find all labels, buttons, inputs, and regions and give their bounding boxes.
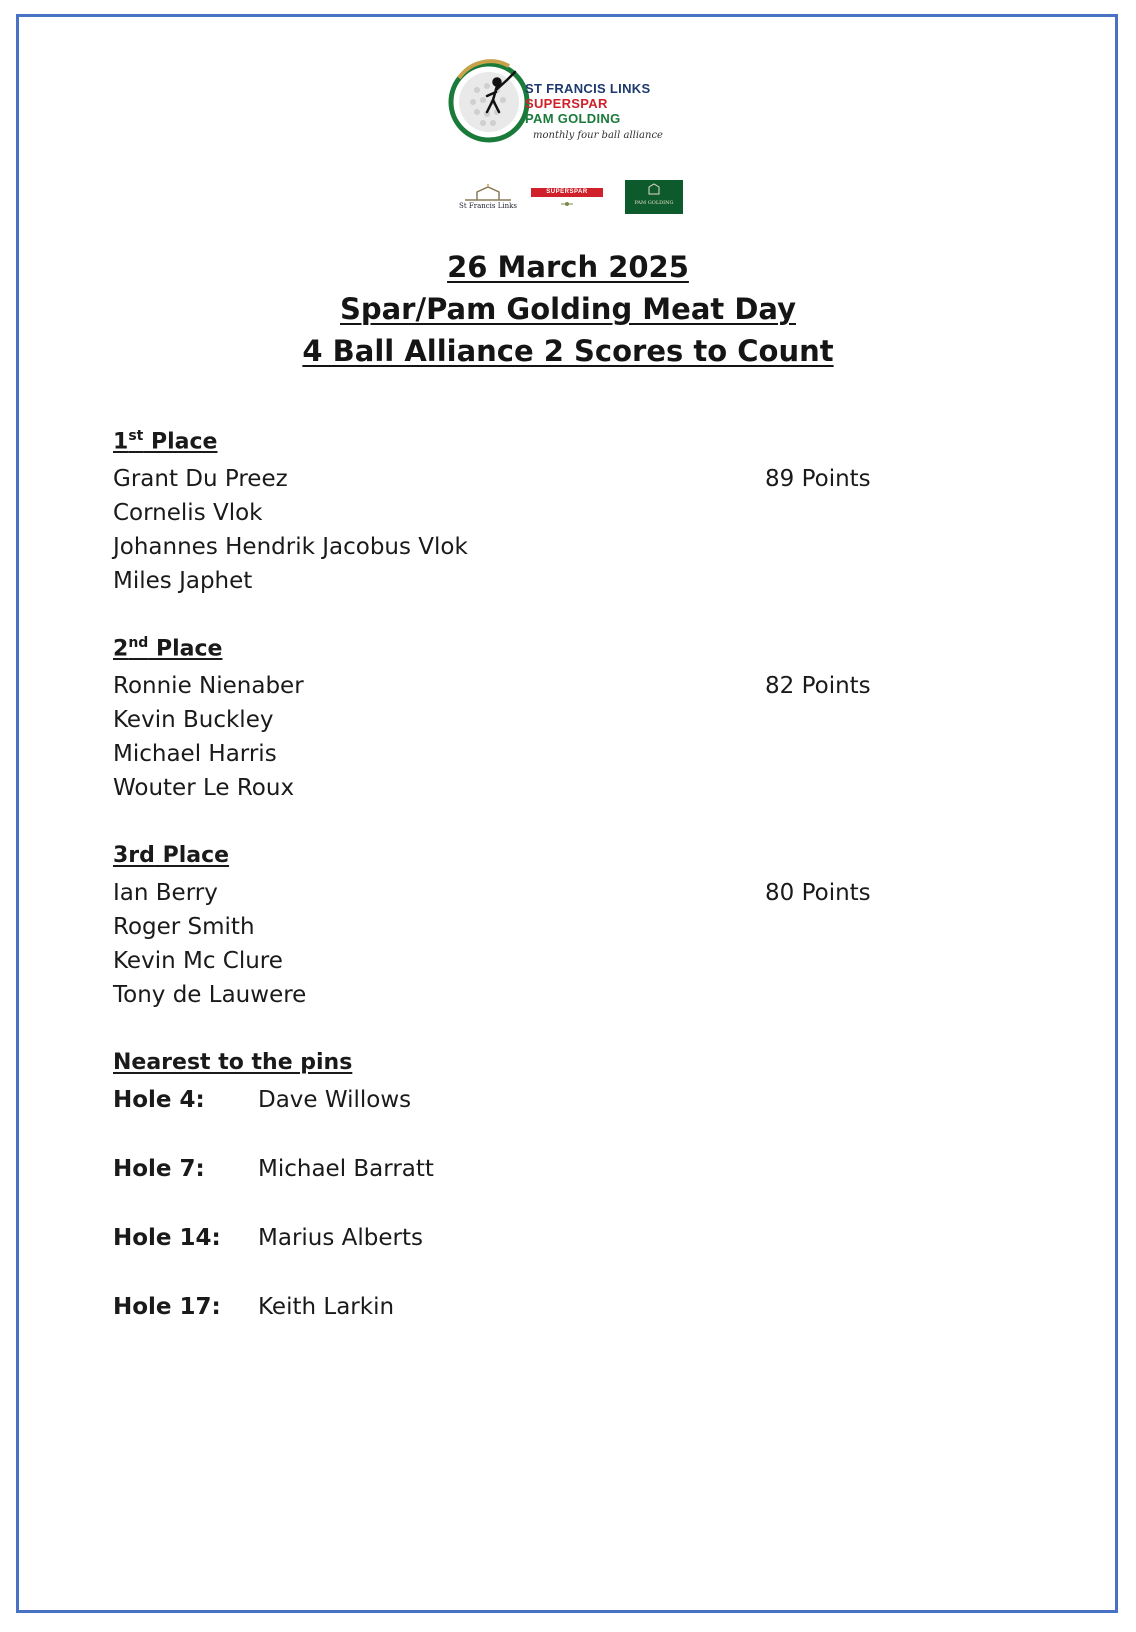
event-title: Spar/Pam Golding Meat Day (339, 292, 797, 326)
logo-line-pam-golding: PAM GOLDING (525, 111, 621, 126)
logo-line-st-francis: ST FRANCIS LINKS (525, 81, 651, 96)
event-date: 26 March 2025 (447, 250, 689, 284)
player-name: Michael Harris (113, 741, 277, 767)
player-name: Kevin Buckley (113, 707, 274, 733)
leaf-icon (531, 198, 603, 210)
event-logo (447, 50, 689, 170)
nearest-pins-heading: Nearest to the pins (113, 1050, 353, 1075)
second-place-points: 82 Points (765, 673, 871, 699)
st-francis-links-logo: St Francis Links (451, 184, 525, 212)
third-place-heading: 3rd Place (113, 843, 230, 868)
hole-winner: Michael Barratt (258, 1156, 434, 1182)
player-name: Ian Berry (113, 880, 218, 906)
player-name: Cornelis Vlok (113, 500, 263, 526)
hole-label: Hole 4: (113, 1087, 205, 1113)
first-place-heading: 1st Place (113, 428, 218, 455)
player-name: Kevin Mc Clure (113, 948, 283, 974)
hole-winner: Marius Alberts (258, 1225, 423, 1251)
player-name: Grant Du Preez (113, 466, 288, 492)
hole-winner: Dave Willows (258, 1087, 412, 1113)
crest-icon (625, 180, 683, 198)
logo-tagline: monthly four ball alliance (533, 130, 663, 141)
hole-label: Hole 14: (113, 1225, 221, 1251)
clubhouse-icon (451, 184, 525, 202)
event-format: 4 Ball Alliance 2 Scores to Count (302, 334, 834, 368)
player-name: Wouter Le Roux (113, 775, 295, 801)
player-name: Tony de Lauwere (113, 982, 307, 1008)
pam-golding-logo: PAM GOLDING (625, 180, 683, 214)
player-name: Roger Smith (113, 914, 255, 940)
logo-line-superspar: SUPERSPAR (525, 96, 608, 111)
sponsor-logos (447, 180, 689, 216)
first-place-points: 89 Points (765, 466, 871, 492)
second-place-heading: 2nd Place (113, 635, 223, 662)
player-name: Miles Japhet (113, 568, 253, 594)
superspar-logo: SUPERSPAR (531, 188, 603, 210)
hole-label: Hole 7: (113, 1156, 205, 1182)
player-name: Johannes Hendrik Jacobus Vlok (113, 534, 468, 560)
third-place-points: 80 Points (765, 880, 871, 906)
hole-winner: Keith Larkin (258, 1294, 395, 1320)
hole-label: Hole 17: (113, 1294, 221, 1320)
player-name: Ronnie Nienaber (113, 673, 304, 699)
